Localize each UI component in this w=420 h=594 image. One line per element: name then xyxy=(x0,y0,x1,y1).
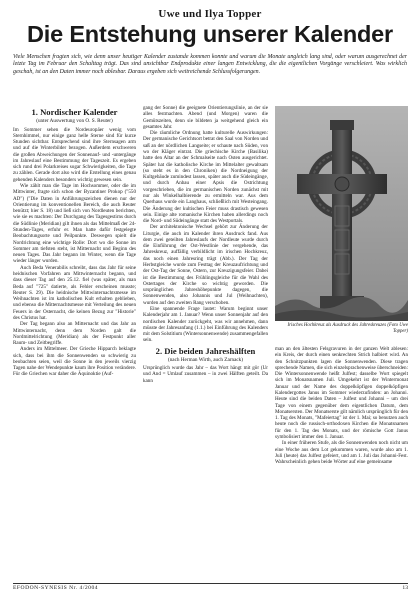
text-column-1 xyxy=(13,105,136,581)
body-paragraph: Die räumliche Ordnung hatte kulturelle Auswirkungen: Der germanische Gerichtsort betrat den Saal von Norden und saß an der nördlichen Langseite; er schaute nach Süden, von wo der Kläger eintrat. Die griechische Kirche (Basilika) hatte den Altar an der Schmalseite nach Osten ausgerichtet. Später hat die katholische Kirche im Mittelalter gewaltsam (so steht es in den Chroniken) die Nordneigung der Kultgebäude zumindest lassen, später auch die Südeingänge, und durch Anbau einer Apsis die Ostrichtung vorgeschrieben, die im germanischen Norden zunächst mit nur als Winkelhalbierende zu ermitteln war. Aus dem Querhaus wurde ein Langhaus, schließlich mit Westeingang. Die Änderung der kultischen Feier muss drastisch gewesen sein. Einige alte romanische Kirchen haben allerdings noch die Nord- und Südeingänge statt des Westportals. xyxy=(143,130,268,225)
article-authors: Uwe und Ilya Topper xyxy=(158,8,262,20)
photo-caption: Irisches Hochkreuz als Ausdruck des Jahreskreuzes (Foto Uwe Topper) xyxy=(287,323,408,334)
body-paragraph: Eine spannende Frage lautet: Warum beginnt unser Kalenderjahr am 1. Januar? Wenn unser Sonnenjahr auf den nordischen Kalender zurückgeht, was wir annehmen, dann müsste der Jahresanfang (1.1.) bei Einführung des Kalenders mit dem Solstitium (Wintersonnenwende) zusammengefallen sein. xyxy=(143,306,268,344)
article-title: Die Entstehung unserer Kalender xyxy=(27,21,393,47)
text-column-3 xyxy=(275,346,408,581)
article-intro: Viele Menschen fragten sich, wie denn unser heutiger Kalender zustande kommen konnte und warum die Monate ungleich lang sind, oder warum ausgerechnet der letzte Tag im Februar den Schalttag trägt. Das sind unsichtbar Endprodukte einer langen Entwicklung, die die eigentlichen Vorgänge verschleiert. Was wirklich geschah, ist an den Daten immer noch ablesbar. Daraus ergeben sich weitreichende Schlussfolgerungen. xyxy=(13,54,407,75)
section-2-subtitle: (nach Herman Wirth, auch Zarnack) xyxy=(167,356,244,363)
section-2-title: 2. Die beiden Jahreshälften xyxy=(155,345,256,356)
celtic-cross-illustration xyxy=(275,106,408,321)
body-paragraph: Anders im Mittelmeer. Der Grieche Hipparch beklagte sich, dass bei ihm die Sonnenwenden so schwierig zu beobachten seien, weil die Sonne in den jeweils vierzig Tagen nahe der Wendepunkte kaum ihre Position verändere. Für die Griechen war daher die Äquinoktie (Auf- xyxy=(13,346,136,378)
body-paragraph: Im Sommer sehen die Nordeuropäer wenig vom Sternhimmel, nur einige ganz helle Sterne sind für kurze Stunden sichtbar. Entsprechend sind ihre Sternsagen arm und auf die Winterbilder bezogen. Außerdem erschweren die großen Abweichungen der Sonnenauf- und -untergänge im Jahreslauf eine Bestimmung der Tageszeit. Es ergeben sich rund drei Polarkreises sogar Schwierigkeiten, die Tage zu zählen. Gerade dort also wird die Erstellung eines genau gehenden Kalenders besonders wichtig gewesen sein. xyxy=(13,126,136,183)
page-number: 13 xyxy=(402,585,408,591)
body-paragraph: In einer früheren Stufe, als die Sonnenwenden noch nicht um eine Woche aus dem Lot gekommen waren, wurde also am 1. Juli (heute) das Julfest gefeiert, und am 1. Juli das Johanni-Fest. Wahrscheinlich gehen beide Wörter auf eine gemeinsame xyxy=(275,440,408,466)
body-paragraph: Ursprünglich wurde das Jahr – das Wort hängt mit gör (Ur und And = Umlauf zusammen – in zwei Hälften geteilt. Da kann xyxy=(143,365,268,384)
body-paragraph: Der architektonische Wechsel gehört zur Änderung der Liturgie, die auch im Kalender ihren Ausdruck fand. Aus dem zwei geteilten Jahreslaufs der Nordleute wurde durch die Einführung der Ost-Westlinie der vergehende, das Jahreskreuz, auffällig verbildlicht im irischen Hochkreuz, das noch einen Jahresring trägt (Abb.). Der Tag der Herbstgleiche wurde zum Festtag der Kreuzaufrichtung und der Ost-Tag der Sonne, Ostern, zur Kreuzigungsfeier. Dabei ist die Bestimmung des Frühlingsgleiche für die Wahl des Ostertages der Kirche so wichtig geworden. Die ursprünglichen Jahreshöhepunkte dagegen, die Sonnenwenden, also Johannis und Jul (Weihnachten), wurden auf den zweiten Rang verschoben. xyxy=(143,224,268,306)
section-1-subtitle: (unter Auswertung von O. S. Reuter) xyxy=(36,118,113,124)
footer-rule xyxy=(13,583,408,584)
body-paragraph: Der Tag begann also an Mitternacht und das Jahr an Mittwinternacht, denn dem Norden galt die Nordmittelrichtung (Meridian) als der Festpunkt aller Raum- und Zeitbegriffe. xyxy=(13,321,136,347)
body-paragraph: Auch Beda Venerabilis schreibt, dass das Jahr für seine heidnischen Vorfahren am Mittwinternacht begann, und dass dieser Tag auf den 25.12. fiel (was später, als man Beda auf "725" datierte, als Fehler erscheinen musste; Reuter S. 29). Die heidnische Mittwinternachtsmesse im Weihnachten ist im katholischen Kult erhalten geblieben, und ebenso die Mitternachtsmesse mit Verteilung des neuen Feuers in der Osternacht, die keinen Bezug zur "Historie" des Christus hat. xyxy=(13,264,136,321)
section-1-title: 1. Nordischer Kalender xyxy=(31,107,118,117)
body-paragraph: man an den ältesten Felsgravuren in der ganzen Welt ablesen: ein Kreis, der durch einen senkrechten Strich halbiert wird. An den Schnitzpunkten lagen die Sonnenwenden. Diese tragen sprechende Namen, die sich einzelsprachenweise überschneiden: Die Wintersonnenwende heißt Julfest; dasselbe Wort spiegelt sich im Monatsnamen Juli. Umgekehrt ist der Wintermonat Januar und der Name des doppelköpfigen doppelköpfigen Kalendergottes Janus im Sommer wiederzufinden: an Johanni. Heute sind die beiden Daten – Julfest und Johanni – um drei Tage von einem gegenüber dem eigentlichen Datum, dem Monatsersten. Der Monatserste gilt nämlich ursprünglich für den 1. Tag des Monats, "Mafeiertag" ist der 1. Mai; so benutzen auch heute noch die russisch-orthodoxen Kirchen die Monatsnamen für den 1. Tag des Monats, und der römische Gott Janus symbolisiert immer den 1. Januar. xyxy=(275,346,408,440)
body-paragraph: gang der Sonne) die geeignete Orientierungslinie, an der sie alles festmachten. Abend (und Morgen) waren die Gemütszeiten, denn sie bildeten ja weitgehend gleich ein gesamtes Jahr. xyxy=(143,105,268,130)
text-column-2 xyxy=(143,105,268,581)
footer-publication: EFODON-SYNESIS Nr. 4/2004 xyxy=(13,585,99,591)
celtic-cross-photo xyxy=(275,106,408,321)
body-paragraph: Wie zählt man die Tage im Hochsommer, oder die im Mittwinter, fragte sich schon der Byzantiner Prokop ("550 AD") ("Die Daten in Anführungszeichen dienen nur der Orientierung im konventionellen Bereich, die auch Reuter benützt; hier S. 18) und ließ sich von Nordleuten berichten, wie sie es machten: Der Durchgang des Tagesgestirns durch die Südlinie (Meridian) gilt ihnen als das Mittelmaß der 24-Stunden-Tages, erfuhr er. Man hatte dafür festgelegte Beobachtungsorte und Peilpunkte. Deswegen spielt die Nordrichtung eine wichtige Rolle: Dort wo die Sonne im Sommer am tiefsten steht, ist Mitternacht und Beginn des neuen Tages. Das Jahr begann im Winter, wenn die Tage wieder länger wurden. xyxy=(13,183,136,265)
